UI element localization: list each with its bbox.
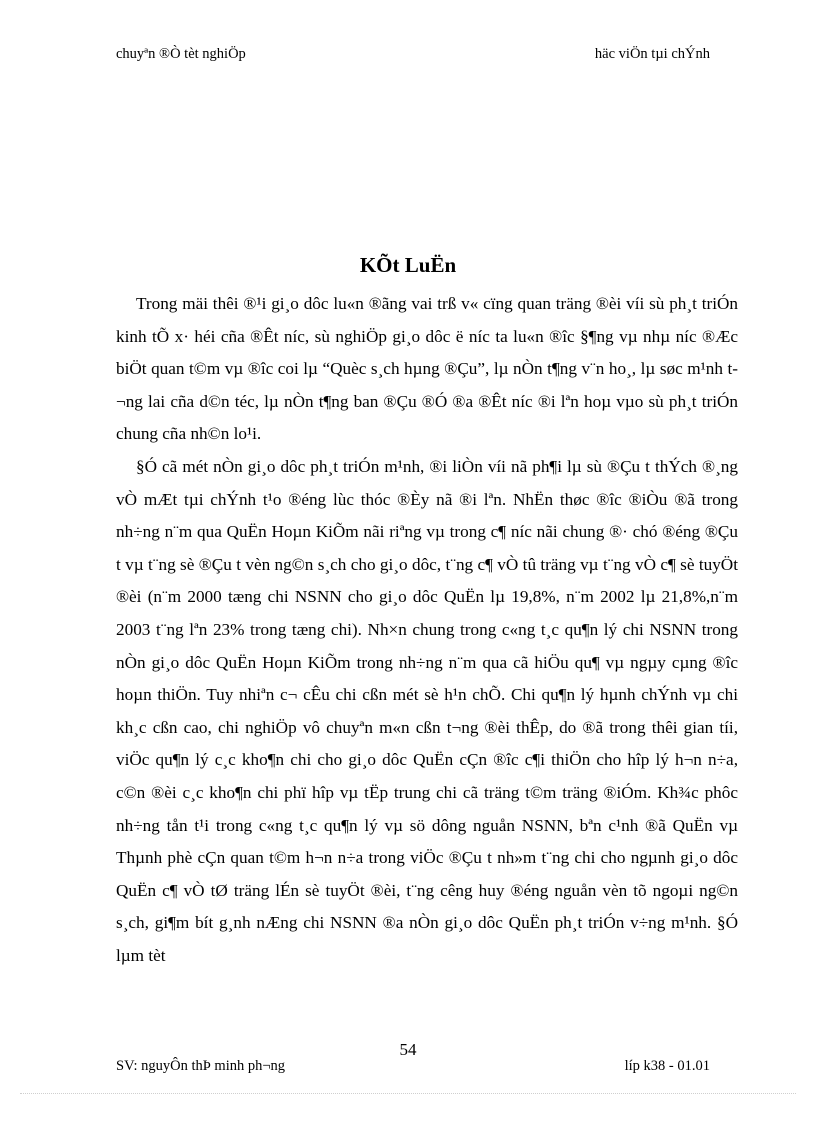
page-number: 54 (399, 1040, 417, 1059)
footer-left-text: SV: nguyÔn thÞ minh ph¬ng (116, 1058, 286, 1074)
section-title: KÕt LuËn (359, 253, 457, 277)
paragraph: Trong mäi thêi ®¹i gi¸o dôc lu«n ®ãng vai trß v« cïng quan träng ®èi víi sù ph¸t triÓn kinh tÕ x· héi cña ®Êt níc, sù nghiÖp gi¸o dôc ë níc ta lu«n ®îc §¶ng vµ nhµ níc ®Æc biÖt quan t©m vµ ®îc coi lµ “Quèc s¸ch hµng ®Çu”, lµ nÒn t¶ng v¨n ho¸, lµ søc m¹nh t¬ng lai cña d©n téc, lµ nÒn t¶ng ban ®Çu ®Ó ®a ®Êt níc ®i lªn hoµ vµo sù ph¸t triÓn chung cña nh©n lo¹i. (116, 294, 738, 444)
body-text (116, 288, 738, 972)
page-bottom-divider (20, 1093, 796, 1094)
header-right-text: häc viÖn tµi chÝnh (594, 46, 710, 62)
footer-right-text: líp k38 - 01.01 (624, 1058, 710, 1074)
page-footer (116, 1058, 710, 1080)
page-header (116, 46, 710, 70)
paragraph: §Ó cã mét nÒn gi¸o dôc ph¸t triÓn m¹nh, ®i liÒn víi nã ph¶i lµ sù ®Çu t thÝch ®¸ng vÒ mÆt tµi chÝnh t¹o ®éng lùc thóc ®Èy nã ®i lªn. NhËn thøc ®îc ®iÒu ®ã trong nh÷ng n¨m qua QuËn Hoµn KiÕm nãi riªng vµ trong c¶ níc nãi chung ®· chó ®éng ®Çu t vµ t¨ng sè ®Çu t vèn ng©n s¸ch cho gi¸o dôc, t¨ng c¶ vÒ tû träng vµ t¨ng vÒ c¶ sè tuyÖt ®èi (n¨m 2000 tæng chi NSNN cho gi¸o dôc QuËn lµ 19,8%, n¨m 2002 lµ 21,8%,n¨m 2003 t¨ng lªn 23% trong tæng chi). Nh×n chung trong c«ng t¸c qu¶n lý chi NSNN trong nÒn gi¸o dôc QuËn Hoµn KiÕm trong nh÷ng n¨m qua cã hiÖu qu¶ vµ ngµy cµng ®îc hoµn thiÖn. Tuy nhiªn c¬ cÊu chi cßn mét sè h¹n chÕ. Chi qu¶n lý hµnh chÝnh vµ chi kh¸c cßn cao, chi nghiÖp vô chuyªn m«n cßn t¬ng ®èi thÊp, do ®ã trong thêi gian tíi, viÖc qu¶n lý c¸c kho¶n chi cho gi¸o dôc QuËn cÇn ®îc c¶i thiÖn cho hîp lý h¬n n÷a, c©n ®èi c¸c kho¶n chi phï hîp vµ tËp trung chi cã träng t©m träng ®iÓm. Kh¾c phôc nh÷ng tån t¹i trong c«ng t¸c qu¶n lý vµ sö dông nguån NSNN, bªn c¹nh ®ã QuËn vµ Thµnh phè cÇn quan t©m h¬n n÷a trong viÖc ®Çu t nh»m t¨ng chi cho ngµnh gi¸o dôc QuËn c¶ vÒ tØ träng lÉn sè tuyÖt ®èi, t¨ng cêng huy ®éng nguån vèn tõ ngoµi ng©n s¸ch, gi¶m bít g¸nh nÆng chi NSNN ®a nÒn gi¸o dôc QuËn ph¸t triÓn v÷ng m¹nh. §Ó lµm tèt (116, 456, 738, 965)
header-left-text: chuyªn ®Ò tèt nghiÖp (116, 46, 246, 62)
